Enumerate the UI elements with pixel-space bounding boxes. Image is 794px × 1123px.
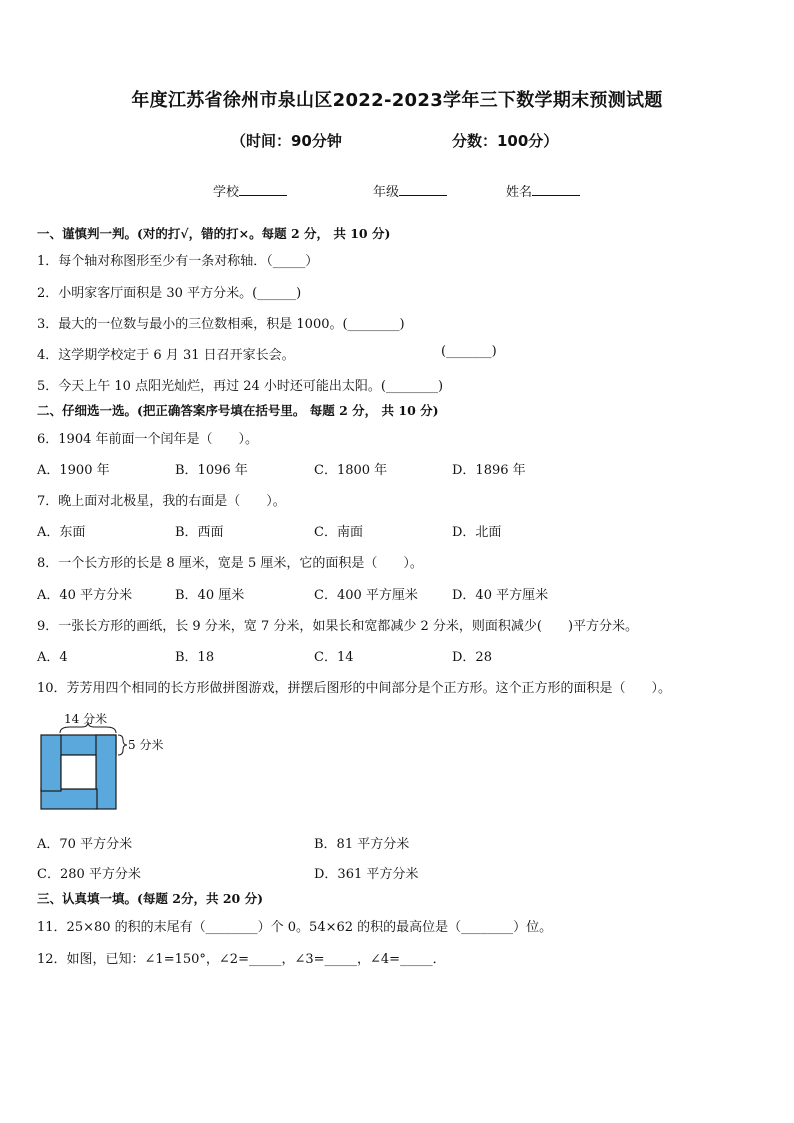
q7-option-d[interactable]: D．北面 bbox=[452, 525, 502, 540]
question-10: 10．芳芳用四个相同的长方形做拼图游戏，拼摆后图形的中间部分是个正方形。这个正方形的面积是（ ）。 bbox=[37, 681, 672, 696]
q10-option-a[interactable]: A．70 平方分米 bbox=[37, 837, 133, 852]
q7-option-b[interactable]: B．西面 bbox=[175, 525, 224, 540]
section-heading-1: 一、谨慎判一判。(对的打√，错的打×。每题 2 分， 共 10 分) bbox=[37, 226, 391, 241]
figure-rect-right bbox=[96, 735, 116, 809]
q8-option-b[interactable]: B．40 厘米 bbox=[175, 588, 245, 603]
figure-rect-left bbox=[41, 735, 61, 791]
q6-option-b[interactable]: B．1096 年 bbox=[175, 463, 248, 478]
section-heading-3: 三、认真填一填。(每题 2分，共 20 分) bbox=[37, 891, 263, 906]
q9-option-b[interactable]: B．18 bbox=[175, 650, 215, 665]
question-6: 6．1904 年前面一个闰年是（ ）。 bbox=[37, 432, 258, 447]
question-4-blank: (_______) bbox=[441, 344, 497, 359]
q10-option-d[interactable]: D．361 平方分米 bbox=[314, 867, 419, 882]
name-label: 姓名 bbox=[506, 185, 533, 200]
q10-option-c[interactable]: C．280 平方分米 bbox=[37, 867, 141, 882]
q9-option-a[interactable]: A．4 bbox=[37, 650, 68, 665]
q7-option-a[interactable]: A．东面 bbox=[37, 525, 86, 540]
question-2: 2．小明家客厅面积是 30 平方分米。(______) bbox=[37, 286, 302, 301]
school-field[interactable] bbox=[213, 181, 287, 200]
question-11: 11．25×80 的积的末尾有（________）个 0。54×62 的积的最高位是（________）位。 bbox=[37, 920, 553, 935]
q10-pinwheel-figure bbox=[40, 713, 170, 813]
name-field[interactable] bbox=[506, 181, 580, 200]
q9-option-c[interactable]: C．14 bbox=[314, 650, 354, 665]
figure-center-square bbox=[61, 755, 96, 789]
question-7: 7．晚上面对北极星，我的右面是（ ）。 bbox=[37, 494, 286, 509]
figure-side-label: 5 分米 bbox=[128, 738, 164, 752]
q8-option-d[interactable]: D．40 平方厘米 bbox=[452, 588, 549, 603]
question-5: 5．今天上午 10 点阳光灿烂，再过 24 小时还可能出太阳。(________) bbox=[37, 379, 444, 394]
exam-score: 分数：100分） bbox=[452, 132, 559, 150]
school-blank[interactable] bbox=[239, 183, 287, 196]
q8-option-c[interactable]: C．400 平方厘米 bbox=[314, 588, 418, 603]
question-12: 12．如图，已知：∠1=150°，∠2=_____，∠3=_____，∠4=_____． bbox=[37, 952, 446, 967]
school-label: 学校 bbox=[213, 185, 240, 200]
grade-label: 年级 bbox=[373, 185, 400, 200]
q8-option-a[interactable]: A．40 平方分米 bbox=[37, 588, 133, 603]
question-8: 8．一个长方形的长是 8 厘米，宽是 5 厘米，它的面积是（ ）。 bbox=[37, 556, 423, 571]
page-title: 年度江苏省徐州市泉山区2022-2023学年三下数学期末预测试题 bbox=[131, 90, 663, 111]
figure-top-label: 14 分米 bbox=[64, 713, 108, 726]
q6-option-c[interactable]: C．1800 年 bbox=[314, 463, 388, 478]
q6-option-a[interactable]: A．1900 年 bbox=[37, 463, 110, 478]
grade-field[interactable] bbox=[373, 181, 447, 200]
exam-time: （时间：90分钟 bbox=[231, 132, 342, 150]
name-blank[interactable] bbox=[532, 183, 580, 196]
q9-option-d[interactable]: D．28 bbox=[452, 650, 492, 665]
section-heading-2: 二、仔细选一选。(把正确答案序号填在括号里。 每题 2 分， 共 10 分) bbox=[37, 403, 439, 418]
q10-option-b[interactable]: B．81 平方分米 bbox=[314, 837, 410, 852]
q7-option-c[interactable]: C．南面 bbox=[314, 525, 363, 540]
side-brace-icon bbox=[118, 735, 127, 755]
question-1: 1．每个轴对称图形至少有一条对称轴．（_____） bbox=[37, 254, 319, 269]
figure-rect-bottom bbox=[41, 789, 97, 809]
question-3: 3．最大的一位数与最小的三位数相乘，积是 1000。(________) bbox=[37, 317, 405, 332]
grade-blank[interactable] bbox=[399, 183, 447, 196]
question-9: 9．一张长方形的画纸，长 9 分米，宽 7 分米，如果长和宽都减少 2 分米，则面积减少( )平方分米。 bbox=[37, 619, 639, 634]
question-4: 4．这学期学校定于 6 月 31 日召开家长会。 bbox=[37, 348, 295, 363]
q6-option-d[interactable]: D．1896 年 bbox=[452, 463, 526, 478]
